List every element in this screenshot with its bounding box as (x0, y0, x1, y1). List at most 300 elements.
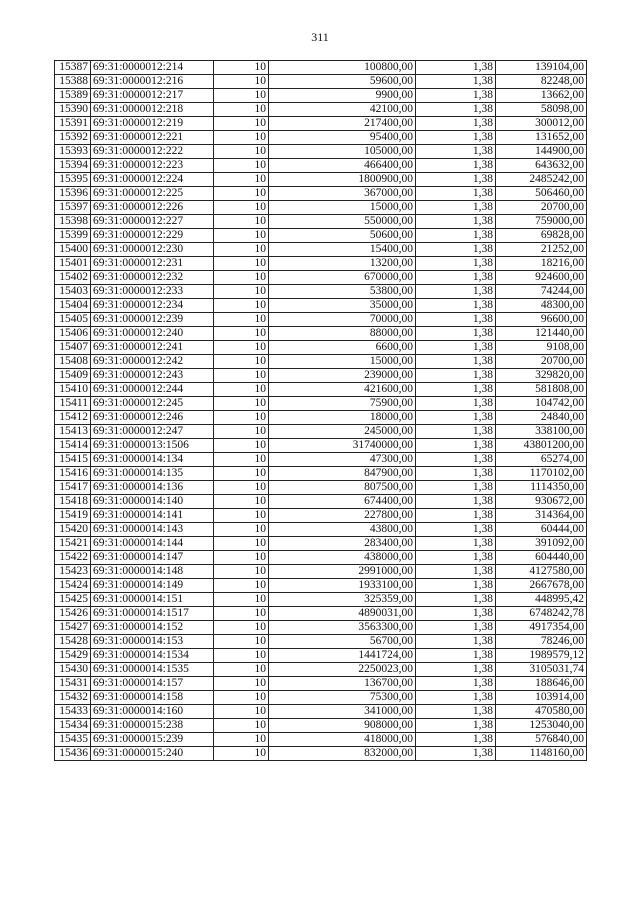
cadastral-number-cell: 69:31:0000012:217 (91, 89, 214, 103)
total-cell: 4917354,00 (496, 621, 587, 635)
row-number-cell: 15427 (55, 621, 91, 635)
coefficient-cell: 1,38 (416, 677, 496, 691)
row-number-cell: 15424 (55, 579, 91, 593)
row-number-cell: 15423 (55, 565, 91, 579)
table-row (55, 747, 587, 761)
cadastral-number-cell: 69:31:0000014:160 (91, 705, 214, 719)
rate-cell: 10 (214, 537, 269, 551)
cadastral-number-cell: 69:31:0000012:230 (91, 243, 214, 257)
cadastral-number-cell: 69:31:0000014:144 (91, 537, 214, 551)
coefficient-cell: 1,38 (416, 369, 496, 383)
value-cell: 9900,00 (269, 89, 416, 103)
table-row (55, 285, 587, 299)
cadastral-number-cell: 69:31:0000014:1535 (91, 663, 214, 677)
row-number-cell: 15410 (55, 383, 91, 397)
total-cell: 338100,00 (496, 425, 587, 439)
table-row (55, 425, 587, 439)
total-cell: 1253040,00 (496, 719, 587, 733)
total-cell: 20700,00 (496, 201, 587, 215)
cadastral-number-cell: 69:31:0000012:227 (91, 215, 214, 229)
coefficient-cell: 1,38 (416, 341, 496, 355)
rate-cell: 10 (214, 677, 269, 691)
cadastral-number-cell: 69:31:0000012:243 (91, 369, 214, 383)
rate-cell: 10 (214, 481, 269, 495)
rate-cell: 10 (214, 159, 269, 173)
rate-cell: 10 (214, 327, 269, 341)
total-cell: 24840,00 (496, 411, 587, 425)
coefficient-cell: 1,38 (416, 467, 496, 481)
cadastral-number-cell: 69:31:0000012:242 (91, 355, 214, 369)
row-number-cell: 15415 (55, 453, 91, 467)
cadastral-number-cell: 69:31:0000014:136 (91, 481, 214, 495)
total-cell: 581808,00 (496, 383, 587, 397)
cadastral-number-cell: 69:31:0000014:148 (91, 565, 214, 579)
rate-cell: 10 (214, 649, 269, 663)
value-cell: 136700,00 (269, 677, 416, 691)
value-cell: 13200,00 (269, 257, 416, 271)
coefficient-cell: 1,38 (416, 327, 496, 341)
cadastral-number-cell: 69:31:0000014:153 (91, 635, 214, 649)
value-cell: 670000,00 (269, 271, 416, 285)
table-row (55, 383, 587, 397)
rate-cell: 10 (214, 341, 269, 355)
rate-cell: 10 (214, 117, 269, 131)
rate-cell: 10 (214, 187, 269, 201)
total-cell: 131652,00 (496, 131, 587, 145)
value-cell: 53800,00 (269, 285, 416, 299)
rate-cell: 10 (214, 383, 269, 397)
total-cell: 188646,00 (496, 677, 587, 691)
total-cell: 121440,00 (496, 327, 587, 341)
value-cell: 217400,00 (269, 117, 416, 131)
row-number-cell: 15428 (55, 635, 91, 649)
row-number-cell: 15405 (55, 313, 91, 327)
total-cell: 139104,00 (496, 61, 587, 75)
row-number-cell: 15398 (55, 215, 91, 229)
table-row (55, 61, 587, 75)
row-number-cell: 15414 (55, 439, 91, 453)
table-row (55, 495, 587, 509)
cadastral-number-cell: 69:31:0000012:240 (91, 327, 214, 341)
coefficient-cell: 1,38 (416, 61, 496, 75)
table-row (55, 369, 587, 383)
table-row (55, 677, 587, 691)
value-cell: 325359,00 (269, 593, 416, 607)
total-cell: 21252,00 (496, 243, 587, 257)
cadastral-number-cell: 69:31:0000012:223 (91, 159, 214, 173)
coefficient-cell: 1,38 (416, 593, 496, 607)
rate-cell: 10 (214, 271, 269, 285)
table-row (55, 733, 587, 747)
table-row (55, 145, 587, 159)
coefficient-cell: 1,38 (416, 509, 496, 523)
row-number-cell: 15396 (55, 187, 91, 201)
coefficient-cell: 1,38 (416, 131, 496, 145)
value-cell: 100800,00 (269, 61, 416, 75)
rate-cell: 10 (214, 565, 269, 579)
coefficient-cell: 1,38 (416, 117, 496, 131)
coefficient-cell: 1,38 (416, 89, 496, 103)
value-cell: 1800900,00 (269, 173, 416, 187)
table-row (55, 439, 587, 453)
table-row (55, 481, 587, 495)
value-cell: 227800,00 (269, 509, 416, 523)
value-cell: 418000,00 (269, 733, 416, 747)
total-cell: 576840,00 (496, 733, 587, 747)
coefficient-cell: 1,38 (416, 397, 496, 411)
table-row (55, 509, 587, 523)
total-cell: 13662,00 (496, 89, 587, 103)
value-cell: 43800,00 (269, 523, 416, 537)
table-row (55, 551, 587, 565)
row-number-cell: 15431 (55, 677, 91, 691)
total-cell: 924600,00 (496, 271, 587, 285)
rate-cell: 10 (214, 397, 269, 411)
registry-table (54, 60, 587, 761)
row-number-cell: 15407 (55, 341, 91, 355)
row-number-cell: 15397 (55, 201, 91, 215)
value-cell: 367000,00 (269, 187, 416, 201)
total-cell: 1114350,00 (496, 481, 587, 495)
cadastral-number-cell: 69:31:0000014:151 (91, 593, 214, 607)
value-cell: 908000,00 (269, 719, 416, 733)
rate-cell: 10 (214, 593, 269, 607)
total-cell: 104742,00 (496, 397, 587, 411)
total-cell: 391092,00 (496, 537, 587, 551)
value-cell: 105000,00 (269, 145, 416, 159)
table-row (55, 201, 587, 215)
value-cell: 15000,00 (269, 201, 416, 215)
value-cell: 70000,00 (269, 313, 416, 327)
total-cell: 506460,00 (496, 187, 587, 201)
value-cell: 42100,00 (269, 103, 416, 117)
cadastral-number-cell: 69:31:0000012:246 (91, 411, 214, 425)
cadastral-number-cell: 69:31:0000012:218 (91, 103, 214, 117)
table-row (55, 467, 587, 481)
total-cell: 1989579,12 (496, 649, 587, 663)
rate-cell: 10 (214, 369, 269, 383)
coefficient-cell: 1,38 (416, 495, 496, 509)
table-row (55, 523, 587, 537)
row-number-cell: 15390 (55, 103, 91, 117)
coefficient-cell: 1,38 (416, 159, 496, 173)
value-cell: 239000,00 (269, 369, 416, 383)
rate-cell: 10 (214, 621, 269, 635)
coefficient-cell: 1,38 (416, 257, 496, 271)
row-number-cell: 15417 (55, 481, 91, 495)
coefficient-cell: 1,38 (416, 621, 496, 635)
cadastral-number-cell: 69:31:0000015:238 (91, 719, 214, 733)
cadastral-number-cell: 69:31:0000014:1517 (91, 607, 214, 621)
row-number-cell: 15429 (55, 649, 91, 663)
cadastral-number-cell: 69:31:0000014:141 (91, 509, 214, 523)
coefficient-cell: 1,38 (416, 649, 496, 663)
value-cell: 75900,00 (269, 397, 416, 411)
row-number-cell: 15433 (55, 705, 91, 719)
total-cell: 448995,42 (496, 593, 587, 607)
row-number-cell: 15395 (55, 173, 91, 187)
cadastral-number-cell: 69:31:0000012:232 (91, 271, 214, 285)
row-number-cell: 15422 (55, 551, 91, 565)
rate-cell: 10 (214, 663, 269, 677)
cadastral-number-cell: 69:31:0000012:216 (91, 75, 214, 89)
table-row (55, 593, 587, 607)
value-cell: 341000,00 (269, 705, 416, 719)
rate-cell: 10 (214, 551, 269, 565)
table-row (55, 243, 587, 257)
table-row (55, 691, 587, 705)
coefficient-cell: 1,38 (416, 607, 496, 621)
table-row (55, 89, 587, 103)
row-number-cell: 15412 (55, 411, 91, 425)
rate-cell: 10 (214, 173, 269, 187)
total-cell: 470580,00 (496, 705, 587, 719)
cadastral-number-cell: 69:31:0000012:233 (91, 285, 214, 299)
coefficient-cell: 1,38 (416, 271, 496, 285)
value-cell: 75300,00 (269, 691, 416, 705)
table-row (55, 103, 587, 117)
rate-cell: 10 (214, 705, 269, 719)
value-cell: 283400,00 (269, 537, 416, 551)
cadastral-number-cell: 69:31:0000012:224 (91, 173, 214, 187)
value-cell: 56700,00 (269, 635, 416, 649)
cadastral-number-cell: 69:31:0000014:157 (91, 677, 214, 691)
cadastral-number-cell: 69:31:0000012:241 (91, 341, 214, 355)
table-row (55, 579, 587, 593)
row-number-cell: 15393 (55, 145, 91, 159)
total-cell: 82248,00 (496, 75, 587, 89)
total-cell: 2485242,00 (496, 173, 587, 187)
total-cell: 3105031,74 (496, 663, 587, 677)
page-number: 311 (311, 30, 329, 44)
coefficient-cell: 1,38 (416, 145, 496, 159)
rate-cell: 10 (214, 103, 269, 117)
table-row (55, 271, 587, 285)
total-cell: 9108,00 (496, 341, 587, 355)
value-cell: 807500,00 (269, 481, 416, 495)
coefficient-cell: 1,38 (416, 215, 496, 229)
rate-cell: 10 (214, 215, 269, 229)
coefficient-cell: 1,38 (416, 383, 496, 397)
row-number-cell: 15391 (55, 117, 91, 131)
table-row (55, 607, 587, 621)
total-cell: 69828,00 (496, 229, 587, 243)
rate-cell: 10 (214, 635, 269, 649)
row-number-cell: 15409 (55, 369, 91, 383)
table-row (55, 313, 587, 327)
total-cell: 43801200,00 (496, 439, 587, 453)
coefficient-cell: 1,38 (416, 733, 496, 747)
value-cell: 50600,00 (269, 229, 416, 243)
table-row (55, 635, 587, 649)
rate-cell: 10 (214, 201, 269, 215)
value-cell: 15000,00 (269, 355, 416, 369)
coefficient-cell: 1,38 (416, 551, 496, 565)
rate-cell: 10 (214, 425, 269, 439)
cadastral-number-cell: 69:31:0000012:229 (91, 229, 214, 243)
table-row (55, 411, 587, 425)
total-cell: 4127580,00 (496, 565, 587, 579)
cadastral-number-cell: 69:31:0000012:245 (91, 397, 214, 411)
value-cell: 31740000,00 (269, 439, 416, 453)
value-cell: 3563300,00 (269, 621, 416, 635)
cadastral-number-cell: 69:31:0000014:134 (91, 453, 214, 467)
coefficient-cell: 1,38 (416, 285, 496, 299)
rate-cell: 10 (214, 467, 269, 481)
row-number-cell: 15418 (55, 495, 91, 509)
coefficient-cell: 1,38 (416, 481, 496, 495)
table-row (55, 649, 587, 663)
table-row (55, 229, 587, 243)
rate-cell: 10 (214, 61, 269, 75)
total-cell: 6748242,78 (496, 607, 587, 621)
value-cell: 2250023,00 (269, 663, 416, 677)
coefficient-cell: 1,38 (416, 747, 496, 761)
rate-cell: 10 (214, 299, 269, 313)
value-cell: 466400,00 (269, 159, 416, 173)
cadastral-number-cell: 69:31:0000012:214 (91, 61, 214, 75)
row-number-cell: 15420 (55, 523, 91, 537)
table-row (55, 705, 587, 719)
coefficient-cell: 1,38 (416, 719, 496, 733)
table-row (55, 117, 587, 131)
row-number-cell: 15435 (55, 733, 91, 747)
cadastral-number-cell: 69:31:0000012:225 (91, 187, 214, 201)
coefficient-cell: 1,38 (416, 439, 496, 453)
row-number-cell: 15402 (55, 271, 91, 285)
cadastral-number-cell: 69:31:0000012:234 (91, 299, 214, 313)
coefficient-cell: 1,38 (416, 355, 496, 369)
value-cell: 674400,00 (269, 495, 416, 509)
coefficient-cell: 1,38 (416, 635, 496, 649)
table-row (55, 187, 587, 201)
coefficient-cell: 1,38 (416, 425, 496, 439)
cadastral-number-cell: 69:31:0000012:244 (91, 383, 214, 397)
row-number-cell: 15400 (55, 243, 91, 257)
table-row (55, 159, 587, 173)
row-number-cell: 15394 (55, 159, 91, 173)
rate-cell: 10 (214, 313, 269, 327)
rate-cell: 10 (214, 733, 269, 747)
coefficient-cell: 1,38 (416, 537, 496, 551)
value-cell: 1933100,00 (269, 579, 416, 593)
row-number-cell: 15392 (55, 131, 91, 145)
cadastral-number-cell: 69:31:0000012:226 (91, 201, 214, 215)
coefficient-cell: 1,38 (416, 229, 496, 243)
row-number-cell: 15419 (55, 509, 91, 523)
row-number-cell: 15426 (55, 607, 91, 621)
cadastral-number-cell: 69:31:0000014:149 (91, 579, 214, 593)
total-cell: 60444,00 (496, 523, 587, 537)
coefficient-cell: 1,38 (416, 299, 496, 313)
table-row (55, 621, 587, 635)
coefficient-cell: 1,38 (416, 663, 496, 677)
row-number-cell: 15416 (55, 467, 91, 481)
total-cell: 103914,00 (496, 691, 587, 705)
coefficient-cell: 1,38 (416, 187, 496, 201)
value-cell: 88000,00 (269, 327, 416, 341)
total-cell: 48300,00 (496, 299, 587, 313)
row-number-cell: 15399 (55, 229, 91, 243)
row-number-cell: 15411 (55, 397, 91, 411)
rate-cell: 10 (214, 229, 269, 243)
coefficient-cell: 1,38 (416, 411, 496, 425)
row-number-cell: 15403 (55, 285, 91, 299)
total-cell: 65274,00 (496, 453, 587, 467)
cadastral-number-cell: 69:31:0000015:240 (91, 747, 214, 761)
value-cell: 59600,00 (269, 75, 416, 89)
value-cell: 18000,00 (269, 411, 416, 425)
coefficient-cell: 1,38 (416, 75, 496, 89)
rate-cell: 10 (214, 579, 269, 593)
rate-cell: 10 (214, 509, 269, 523)
total-cell: 144900,00 (496, 145, 587, 159)
coefficient-cell: 1,38 (416, 201, 496, 215)
row-number-cell: 15388 (55, 75, 91, 89)
table-row (55, 131, 587, 145)
total-cell: 329820,00 (496, 369, 587, 383)
cadastral-number-cell: 69:31:0000014:158 (91, 691, 214, 705)
rate-cell: 10 (214, 257, 269, 271)
cadastral-number-cell: 69:31:0000014:135 (91, 467, 214, 481)
total-cell: 18216,00 (496, 257, 587, 271)
cadastral-number-cell: 69:31:0000012:219 (91, 117, 214, 131)
cadastral-number-cell: 69:31:0000015:239 (91, 733, 214, 747)
value-cell: 847900,00 (269, 467, 416, 481)
rate-cell: 10 (214, 607, 269, 621)
value-cell: 832000,00 (269, 747, 416, 761)
rate-cell: 10 (214, 355, 269, 369)
total-cell: 314364,00 (496, 509, 587, 523)
total-cell: 759000,00 (496, 215, 587, 229)
value-cell: 1441724,00 (269, 649, 416, 663)
cadastral-number-cell: 69:31:0000013:1506 (91, 439, 214, 453)
coefficient-cell: 1,38 (416, 173, 496, 187)
value-cell: 4890031,00 (269, 607, 416, 621)
table-row (55, 257, 587, 271)
cadastral-number-cell: 69:31:0000014:140 (91, 495, 214, 509)
cadastral-number-cell: 69:31:0000014:152 (91, 621, 214, 635)
total-cell: 643632,00 (496, 159, 587, 173)
rate-cell: 10 (214, 439, 269, 453)
total-cell: 96600,00 (496, 313, 587, 327)
row-number-cell: 15421 (55, 537, 91, 551)
rate-cell: 10 (214, 75, 269, 89)
value-cell: 245000,00 (269, 425, 416, 439)
total-cell: 74244,00 (496, 285, 587, 299)
coefficient-cell: 1,38 (416, 243, 496, 257)
value-cell: 15400,00 (269, 243, 416, 257)
row-number-cell: 15432 (55, 691, 91, 705)
coefficient-cell: 1,38 (416, 453, 496, 467)
value-cell: 95400,00 (269, 131, 416, 145)
table-row (55, 537, 587, 551)
row-number-cell: 15436 (55, 747, 91, 761)
cadastral-number-cell: 69:31:0000014:143 (91, 523, 214, 537)
rate-cell: 10 (214, 747, 269, 761)
cadastral-number-cell: 69:31:0000012:221 (91, 131, 214, 145)
table-row (55, 327, 587, 341)
table-row (55, 719, 587, 733)
row-number-cell: 15425 (55, 593, 91, 607)
row-number-cell: 15401 (55, 257, 91, 271)
table-row (55, 215, 587, 229)
coefficient-cell: 1,38 (416, 579, 496, 593)
row-number-cell: 15404 (55, 299, 91, 313)
rate-cell: 10 (214, 523, 269, 537)
coefficient-cell: 1,38 (416, 103, 496, 117)
rate-cell: 10 (214, 411, 269, 425)
